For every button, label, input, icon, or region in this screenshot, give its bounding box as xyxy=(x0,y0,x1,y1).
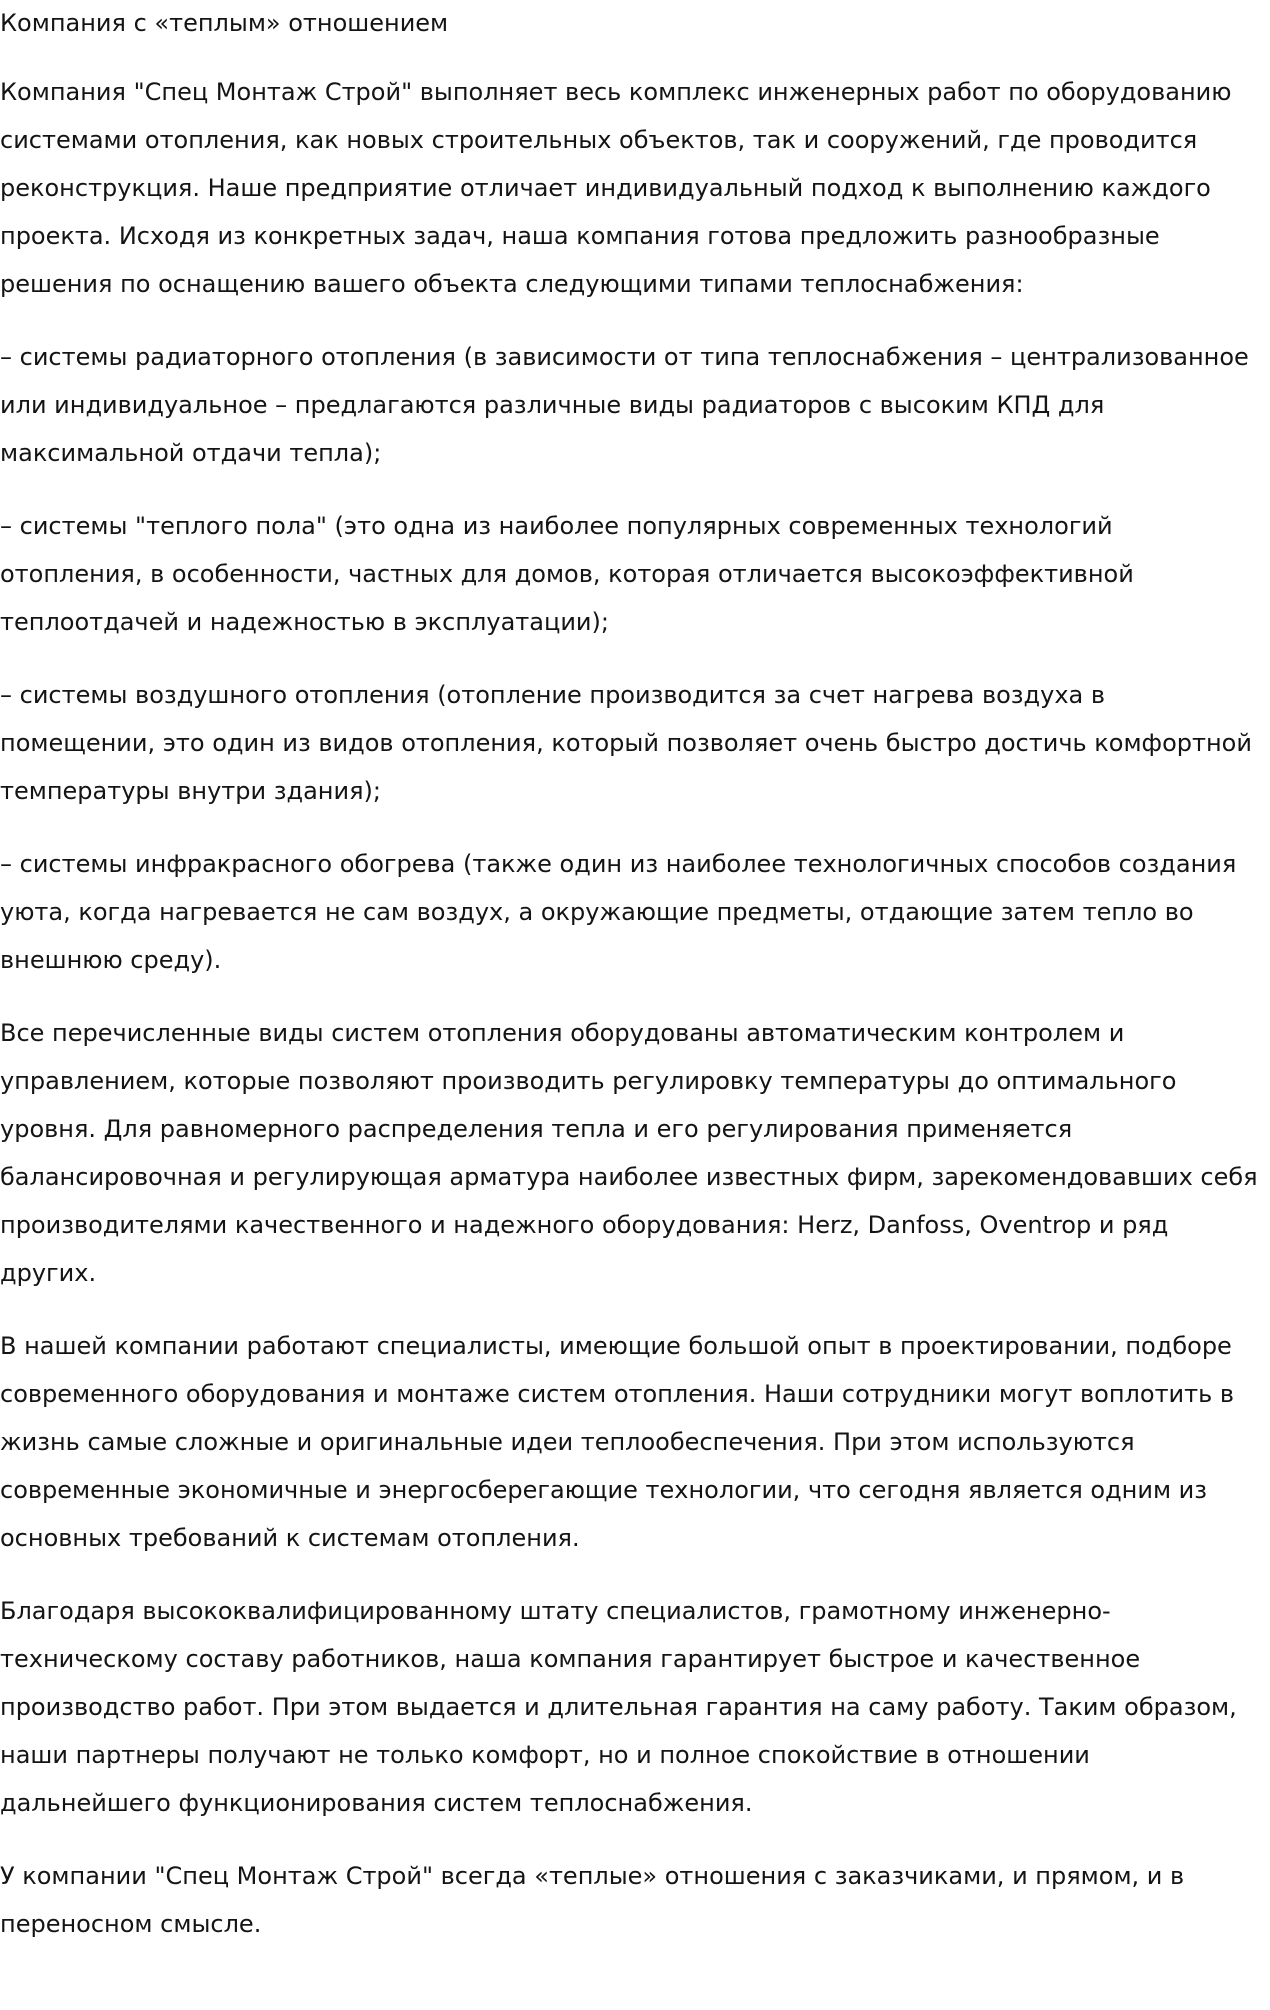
automation-paragraph: Все перечисленные виды систем отопления оборудованы автоматическим контролем и управлением, которые позволяют производить регулировку температуры до оптимального уровня. Для равномерного распределения тепла и его регулирования применяется балансировочная и регулирующая арматура наиболее известных фирм, зарекомендовавших себя производителями качественного и надежного оборудования: Herz, Danfoss, Oventrop и ряд других. xyxy=(0,1019,1258,1287)
specialists-paragraph: В нашей компании работают специалисты, имеющие большой опыт в проектировании, подборе современного оборудования и монтаже систем отопления. Наши сотрудники могут воплотить в жизнь самые сложные и оригинальные идеи теплообеспечения. При этом используются современные экономичные и энергосберегающие технологии, что сегодня является одним из основных требований к системам отопления. xyxy=(0,1332,1235,1552)
list-item-underfloor-heating: – системы "теплого пола" (это одна из наиболее популярных современных технологий отопления, в особенности, частных для домов, которая отличается высокоэффективной теплоотдачей и надежностью в эксплуатации); xyxy=(0,512,1134,636)
guarantee-paragraph: Благодаря высококвалифицированному штату специалистов, грамотному инженерно-техническому составу работников, наша компания гарантирует быстрое и качественное производство работ. При этом выдается и длительная гарантия на саму работу. Таким образом, наши партнеры получают не только комфорт, но и полное спокойствие в отношении дальнейшего функционирования систем теплоснабжения. xyxy=(0,1597,1237,1817)
closing-paragraph: У компании "Спец Монтаж Строй" всегда «теплые» отношения с заказчиками, и прямом, и в переносном смысле. xyxy=(0,1862,1185,1938)
list-item-radiator-heating: – системы радиаторного отопления (в зависимости от типа теплоснабжения – централизованное или индивидуальное – предлагаются различные виды радиаторов с высоким КПД для максимальной отдачи тепла); xyxy=(0,343,1249,467)
article-title: Компания с «теплым» отношением xyxy=(0,9,449,37)
list-item-infrared-heating: – системы инфракрасного обогрева (также один из наиболее технологичных способов создания уюта, когда нагревается не сам воздух, а окружающие предметы, отдающие затем тепло во внешнюю среду). xyxy=(0,850,1237,974)
list-item-air-heating: – системы воздушного отопления (отопление производится за счет нагрева воздуха в помещении, это один из видов отопления, который позволяет очень быстро достичь комфортной температуры внутри здания); xyxy=(0,681,1252,805)
intro-paragraph: Компания "Спец Монтаж Строй" выполняет весь комплекс инженерных работ по оборудованию системами отопления, как новых строительных объектов, так и сооружений, где проводится реконструкция. Наше предприятие отличает индивидуальный подход к выполнению каждого проекта. Исходя из конкретных задач, наша компания готова предложить разнообразные решения по оснащению вашего объекта следующими типами теплоснабжения: xyxy=(0,78,1232,298)
